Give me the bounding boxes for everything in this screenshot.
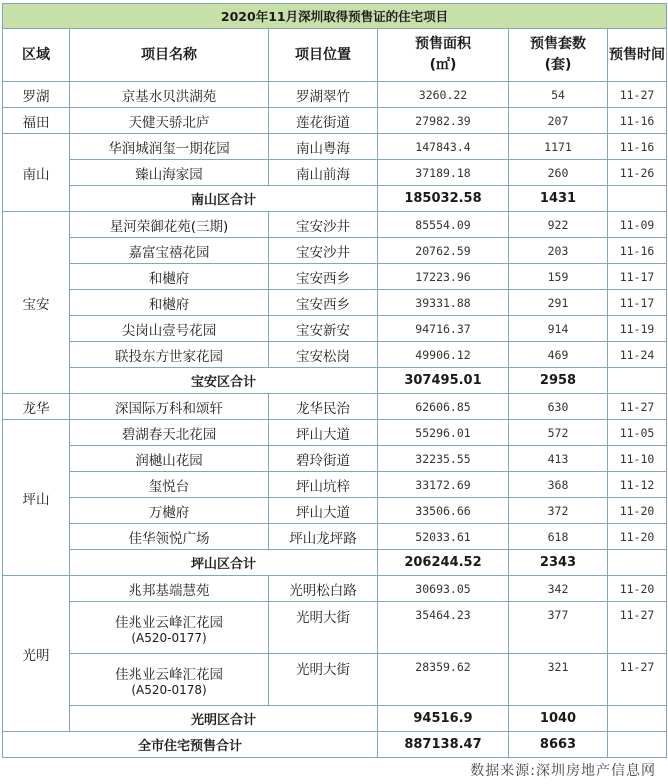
table-row [3, 498, 667, 524]
date-cell: 11-16 [608, 108, 667, 134]
date-cell: 11-16 [608, 238, 667, 264]
date-cell: 11-17 [608, 264, 667, 290]
table-row [3, 446, 667, 472]
subtotal-empty [608, 368, 667, 394]
location-cell: 龙华民治 [269, 394, 378, 420]
location-cell: 宝安新安 [269, 316, 378, 342]
table-row [3, 290, 667, 316]
project-name-cell: 碧湖春天北花园 [70, 420, 269, 446]
units-cell: 469 [509, 342, 608, 368]
district-cell: 罗湖 [3, 82, 70, 108]
project-name-cell: 京基水贝洪湖苑 [70, 82, 269, 108]
location-cell: 坪山龙坪路 [269, 524, 378, 550]
subtotal-area: 94516.9 [378, 706, 509, 732]
header-date: 预售时间 [608, 29, 667, 82]
project-name-cell: 和樾府 [70, 264, 269, 290]
header-area-line2: (㎡) [429, 57, 457, 73]
header-district: 区域 [3, 29, 70, 82]
project-name-cell: 兆邦基端慧苑 [70, 576, 269, 602]
table-row [3, 524, 667, 550]
area-cell: 33506.66 [378, 498, 509, 524]
area-cell: 94716.37 [378, 316, 509, 342]
table-row [3, 576, 667, 602]
grand-total-area: 887138.47 [378, 732, 509, 758]
date-cell: 11-27 [608, 602, 667, 654]
source-note: 数据来源:深圳房地产信息网 [470, 763, 656, 779]
units-cell: 914 [509, 316, 608, 342]
subtotal-units: 2958 [509, 368, 608, 394]
subtotal-area: 307495.01 [378, 368, 509, 394]
header-area [378, 29, 509, 82]
units-cell: 54 [509, 82, 608, 108]
table-row [3, 472, 667, 498]
project-name-cell: 佳华领悦广场 [70, 524, 269, 550]
header-name: 项目名称 [70, 29, 269, 82]
subtotal-units: 1431 [509, 186, 608, 212]
area-cell: 3260.22 [378, 82, 509, 108]
units-cell: 321 [509, 654, 608, 706]
subtotal-row [3, 186, 667, 212]
location-cell: 宝安西乡 [269, 290, 378, 316]
table-row [3, 134, 667, 160]
location-cell: 宝安西乡 [269, 264, 378, 290]
units-cell: 922 [509, 212, 608, 238]
header-units [509, 29, 608, 82]
header-units-line1: 预售套数 [530, 36, 586, 52]
date-cell: 11-19 [608, 316, 667, 342]
district-cell: 龙华 [3, 394, 70, 420]
district-cell: 坪山 [3, 420, 70, 576]
area-cell: 49906.12 [378, 342, 509, 368]
project-name-cell: 天健天骄北庐 [70, 108, 269, 134]
subtotal-area: 185032.58 [378, 186, 509, 212]
location-cell: 南山粤海 [269, 134, 378, 160]
header-location: 项目位置 [269, 29, 378, 82]
subtotal-label: 南山区合计 [70, 186, 378, 212]
location-cell: 坪山大道 [269, 420, 378, 446]
location-cell: 南山前海 [269, 160, 378, 186]
subtotal-row [3, 550, 667, 576]
units-cell: 203 [509, 238, 608, 264]
location-cell: 宝安沙井 [269, 212, 378, 238]
units-cell: 260 [509, 160, 608, 186]
table-row [3, 342, 667, 368]
area-cell: 147843.4 [378, 134, 509, 160]
location-cell: 罗湖翠竹 [269, 82, 378, 108]
date-cell: 11-26 [608, 160, 667, 186]
subtotal-units: 2343 [509, 550, 608, 576]
project-name-cell [70, 602, 269, 654]
table-row [3, 238, 667, 264]
area-cell: 37189.18 [378, 160, 509, 186]
subtotal-label: 光明区合计 [70, 706, 378, 732]
area-cell: 30693.05 [378, 576, 509, 602]
date-cell: 11-17 [608, 290, 667, 316]
project-name-cell: 星河荣御花苑(三期) [70, 212, 269, 238]
area-cell: 28359.62 [378, 654, 509, 706]
date-cell: 11-10 [608, 446, 667, 472]
header-units-line2: (套) [544, 57, 572, 73]
project-name-cell: 尖岗山壹号花园 [70, 316, 269, 342]
subtotal-label: 坪山区合计 [70, 550, 378, 576]
table-title: 2020年11月深圳取得预售证的住宅项目 [3, 4, 667, 29]
units-cell: 377 [509, 602, 608, 654]
district-cell: 福田 [3, 108, 70, 134]
table-row [3, 654, 667, 706]
date-cell: 11-27 [608, 394, 667, 420]
district-cell: 宝安 [3, 212, 70, 394]
table-row [3, 420, 667, 446]
units-cell: 630 [509, 394, 608, 420]
table-row [3, 602, 667, 654]
units-cell: 413 [509, 446, 608, 472]
units-cell: 372 [509, 498, 608, 524]
presale-table [2, 3, 667, 758]
subtotal-empty [608, 706, 667, 732]
location-cell: 坪山大道 [269, 498, 378, 524]
project-permit-code: (A520-0177) [131, 630, 207, 645]
grand-total-label: 全市住宅预售合计 [3, 732, 378, 758]
location-cell: 光明大街 [269, 602, 378, 654]
project-permit-code: (A520-0178) [131, 682, 207, 697]
project-name-cell: 华润城润玺一期花园 [70, 134, 269, 160]
subtotal-row [3, 706, 667, 732]
district-cell: 光明 [3, 576, 70, 732]
units-cell: 291 [509, 290, 608, 316]
date-cell: 11-27 [608, 654, 667, 706]
area-cell: 33172.69 [378, 472, 509, 498]
units-cell: 342 [509, 576, 608, 602]
units-cell: 572 [509, 420, 608, 446]
area-cell: 62606.85 [378, 394, 509, 420]
date-cell: 11-20 [608, 524, 667, 550]
date-cell: 11-12 [608, 472, 667, 498]
units-cell: 207 [509, 108, 608, 134]
subtotal-units: 1040 [509, 706, 608, 732]
location-cell: 宝安松岗 [269, 342, 378, 368]
project-name-cell: 万樾府 [70, 498, 269, 524]
project-name-cell [70, 654, 269, 706]
location-cell: 坪山坑梓 [269, 472, 378, 498]
subtotal-empty [608, 186, 667, 212]
area-cell: 39331.88 [378, 290, 509, 316]
table-row [3, 160, 667, 186]
date-cell: 11-20 [608, 498, 667, 524]
location-cell: 光明松白路 [269, 576, 378, 602]
units-cell: 618 [509, 524, 608, 550]
project-name-cell: 和樾府 [70, 290, 269, 316]
project-name-cell: 润樾山花园 [70, 446, 269, 472]
area-cell: 27982.39 [378, 108, 509, 134]
table-row [3, 108, 667, 134]
area-cell: 32235.55 [378, 446, 509, 472]
area-cell: 17223.96 [378, 264, 509, 290]
units-cell: 368 [509, 472, 608, 498]
location-cell: 光明大街 [269, 654, 378, 706]
project-name-cell: 深国际万科和颂轩 [70, 394, 269, 420]
subtotal-label: 宝安区合计 [70, 368, 378, 394]
project-name-cell: 嘉富宝禧花园 [70, 238, 269, 264]
area-cell: 35464.23 [378, 602, 509, 654]
units-cell: 159 [509, 264, 608, 290]
project-name-cell: 玺悦台 [70, 472, 269, 498]
area-cell: 52033.61 [378, 524, 509, 550]
date-cell: 11-27 [608, 82, 667, 108]
subtotal-empty [608, 550, 667, 576]
location-cell: 宝安沙井 [269, 238, 378, 264]
location-cell: 碧玲街道 [269, 446, 378, 472]
area-cell: 20762.59 [378, 238, 509, 264]
date-cell: 11-16 [608, 134, 667, 160]
subtotal-row [3, 368, 667, 394]
area-cell: 85554.09 [378, 212, 509, 238]
presale-table-container [2, 3, 666, 779]
title-row [3, 4, 667, 29]
header-area-line1: 预售面积 [415, 36, 471, 52]
header-row [3, 29, 667, 82]
date-cell: 11-09 [608, 212, 667, 238]
project-name-cell: 联投东方世家花园 [70, 342, 269, 368]
units-cell: 1171 [509, 134, 608, 160]
table-row [3, 394, 667, 420]
table-row [3, 264, 667, 290]
subtotal-area: 206244.52 [378, 550, 509, 576]
area-cell: 55296.01 [378, 420, 509, 446]
project-name: 佳兆业云峰汇花园 [115, 666, 223, 683]
grand-total-units: 8663 [509, 732, 608, 758]
project-name: 佳兆业云峰汇花园 [115, 614, 223, 631]
table-row [3, 316, 667, 342]
date-cell: 11-05 [608, 420, 667, 446]
district-cell: 南山 [3, 134, 70, 212]
date-cell: 11-20 [608, 576, 667, 602]
grand-total-empty [608, 732, 667, 758]
location-cell: 莲花街道 [269, 108, 378, 134]
date-cell: 11-24 [608, 342, 667, 368]
grand-total-row [3, 732, 667, 758]
project-name-cell: 臻山海家园 [70, 160, 269, 186]
table-row [3, 82, 667, 108]
table-row [3, 212, 667, 238]
